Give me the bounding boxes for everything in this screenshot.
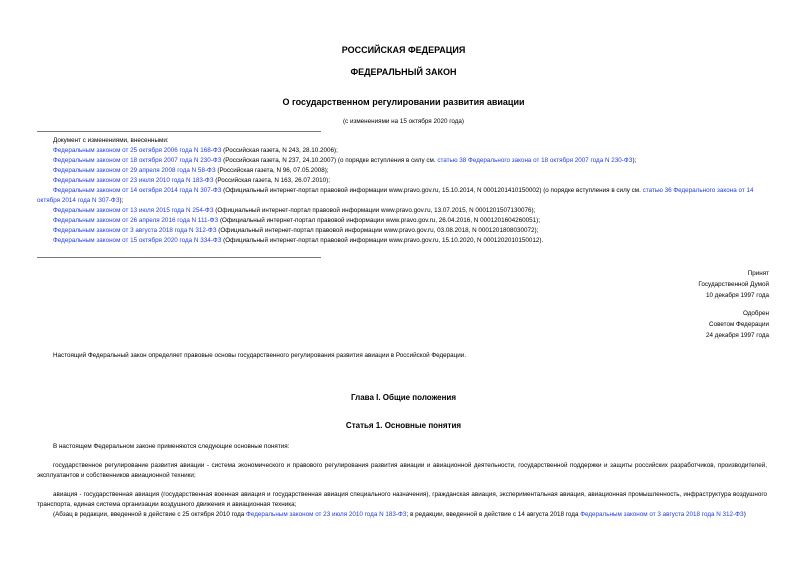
edition-note: (с изменениями на 15 октября 2020 года): [342, 118, 465, 125]
body-paragraph: В настоящем Федеральном законе применяются следующие основные понятия:: [53, 443, 290, 450]
adoption-council-line: Советом Федерации: [709, 321, 769, 328]
amendment-item: [37, 206, 767, 216]
amendment-law-link[interactable]: Федеральным законом от 23 июля 2010 года N 183-ФЗ: [53, 177, 214, 184]
note-text: ; в редакции, введенной в действие с 14 августа 2018 года: [406, 511, 581, 518]
preamble-paragraph: Настоящий Федеральный закон определяет правовые основы государственного регулирования развития авиации в Российской Федерации.: [53, 352, 467, 359]
amendment-law-link[interactable]: Федеральным законом от 26 апреля 2016 года N 111-ФЗ: [53, 217, 219, 224]
amendment-source-text: (Официальный интернет-портал правовой информации www.pravo.gov.ru, 26.04.2016, N 0001201604260051);: [218, 217, 540, 224]
article-title: Статья 1. Основные понятия: [345, 421, 462, 430]
amendment-item: [37, 146, 767, 156]
amendment-law-link[interactable]: Федеральным законом от 25 октября 2006 года N 168-ФЗ: [53, 147, 222, 154]
country-heading: РОССИЙСКАЯ ФЕДЕРАЦИЯ: [341, 45, 466, 55]
amendment-source-text: (Российская газета, N 96, 07.05.2008);: [215, 167, 329, 174]
top-divider: [37, 131, 321, 132]
article-body: [37, 442, 767, 520]
amendments-list: [37, 136, 767, 246]
amendment-note-paragraph: [37, 510, 767, 520]
amendment-article-link[interactable]: статью 36 Федерального закона от 14 октября 2014 года N 307-ФЗ: [37, 187, 754, 204]
adoption-council-date: 24 декабря 1997 года: [706, 332, 769, 339]
amendment-source-text: );: [632, 157, 637, 164]
amendment-source-text: );: [119, 197, 124, 204]
amendment-item: [37, 166, 767, 176]
note-text: (Абзац в редакции, введенной в действие с 25 октября 2010 года: [53, 511, 247, 518]
amendment-law-link[interactable]: Федеральным законом от 3 августа 2018 года N 312-ФЗ: [53, 227, 217, 234]
body-paragraph: авиация - государственная авиация (государственная военная авиация и государственная авиация специального назначения), гражданская авиация, экспериментальная авиация, авиационная промышленность, инфраструктура воздушного транспорта, единая система организации воздушного движения и авиационная техника;: [37, 491, 767, 508]
amendment-law-link[interactable]: Федеральным законом от 29 апреля 2008 года N 58-ФЗ: [53, 167, 216, 174]
adoption-duma-line: Принят: [747, 270, 769, 277]
document-kind-heading: ФЕДЕРАЛЬНЫЙ ЗАКОН: [350, 67, 457, 77]
adoption-council: [706, 308, 769, 341]
adoption-duma-line: Государственной Думой: [698, 281, 769, 288]
amendments-intro: Документ с изменениями, внесенными:: [53, 137, 169, 144]
adoption-duma: [698, 268, 769, 301]
bottom-divider: [37, 257, 321, 258]
amendment-source-text: (Российская газета, N 237, 24.10.2007) (о порядке вступления в силу см.: [221, 157, 438, 164]
adoption-council-line: Одобрен: [742, 310, 769, 317]
law-link[interactable]: Федеральным законом от 3 августа 2018 года N 312-ФЗ: [580, 511, 744, 518]
amendment-item: [37, 186, 767, 206]
amendment-source-text: (Официальный интернет-портал правовой информации www.pravo.gov.ru, 13.07.2015, N 0001201507130076);: [213, 207, 536, 214]
amendment-source-text: (Российская газета, N 163, 26.07.2010);: [213, 177, 331, 184]
amendment-law-link[interactable]: Федеральным законом от 14 октября 2014 года N 307-ФЗ: [53, 187, 222, 194]
amendment-source-text: (Официальный интернет-портал правовой информации www.pravo.gov.ru, 03.08.2018, N 0001201808030072);: [216, 227, 539, 234]
law-link[interactable]: Федеральным законом от 23 июля 2010 года N 183-ФЗ: [246, 511, 407, 518]
amendment-item: [37, 236, 767, 246]
document-title: О государственном регулировании развития авиации: [282, 97, 525, 107]
chapter-title: Глава I. Общие положения: [350, 393, 457, 402]
amendment-item: [37, 226, 767, 236]
amendment-law-link[interactable]: Федеральным законом от 15 октября 2020 года N 334-ФЗ: [53, 237, 222, 244]
amendment-item: [37, 216, 767, 226]
amendment-law-link[interactable]: Федеральным законом от 13 июля 2015 года N 254-ФЗ: [53, 207, 214, 214]
amendment-item: [37, 156, 767, 166]
body-paragraph: государственное регулирование развития авиации - система экономического и правового регулирования развития авиации и авиационной деятельности, государственной поддержки и защиты российских разработчиков, производителей, эксплуатантов и собственников авиационной техники;: [37, 462, 767, 479]
amendment-source-text: (Официальный интернет-портал правовой информации www.pravo.gov.ru, 15.10.2014, N 0001201410150002) (о порядке вступления в силу см.: [221, 187, 643, 194]
amendment-item: [37, 176, 767, 186]
amendment-article-link[interactable]: статью 38 Федерального закона от 18 октября 2007 года N 230-ФЗ: [437, 157, 633, 164]
amendment-source-text: (Официальный интернет-портал правовой информации www.pravo.gov.ru, 15.10.2020, N 0001202010150012).: [221, 237, 544, 244]
amendment-law-link[interactable]: Федеральным законом от 18 октября 2007 года N 230-ФЗ: [53, 157, 222, 164]
amendment-source-text: (Российская газета, N 243, 28.10.2006);: [221, 147, 338, 154]
amendments-items: [37, 146, 767, 246]
note-text: ): [743, 511, 746, 518]
adoption-duma-date: 10 декабря 1997 года: [706, 292, 769, 299]
